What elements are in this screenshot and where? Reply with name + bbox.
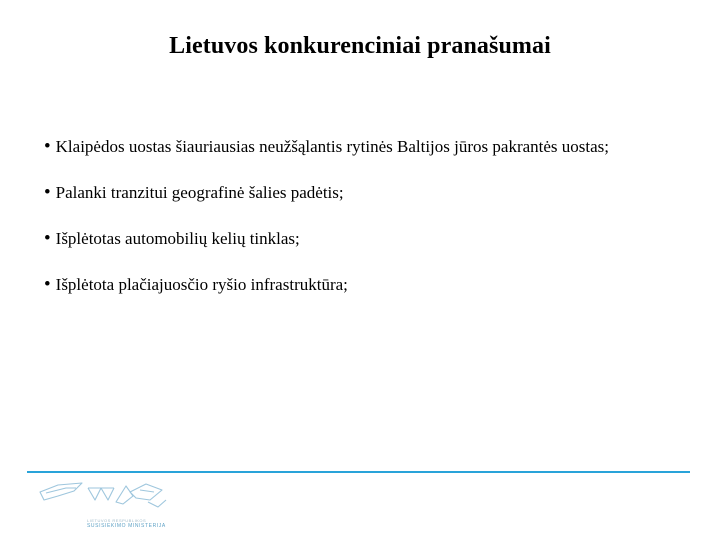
bullet-text: Palanki tranzitui geografinė šalies padėtis; bbox=[55, 183, 344, 202]
bullet-item-port bbox=[44, 135, 672, 158]
bullet-icon: • bbox=[44, 274, 51, 295]
bullet-item-broadband bbox=[44, 273, 672, 296]
bullet-item-geography bbox=[44, 181, 672, 204]
bullet-text: Išplėtotas automobilių kelių tinklas; bbox=[55, 229, 300, 248]
ministry-wings-icon bbox=[38, 480, 173, 510]
ministry-logo bbox=[38, 480, 178, 535]
bullet-icon: • bbox=[44, 182, 51, 203]
bullet-item-roads bbox=[44, 227, 672, 250]
logo-line-1: LIETUVOS RESPUBLIKOS bbox=[87, 518, 147, 523]
logo-line-2: SUSISIEKIMO MINISTERIJA bbox=[87, 523, 166, 529]
bullet-text: Išplėtota plačiajuosčio ryšio infrastruktūra; bbox=[55, 275, 348, 294]
bullet-icon: • bbox=[44, 136, 51, 157]
bullet-icon: • bbox=[44, 228, 51, 249]
bullet-text: Klaipėdos uostas šiauriausias neužšąlantis rytinės Baltijos jūros pakrantės uostas; bbox=[55, 137, 610, 156]
bullet-list bbox=[44, 135, 672, 296]
slide-title: Lietuvos konkurenciniai pranašumai bbox=[169, 33, 551, 59]
footer-divider bbox=[27, 471, 690, 473]
